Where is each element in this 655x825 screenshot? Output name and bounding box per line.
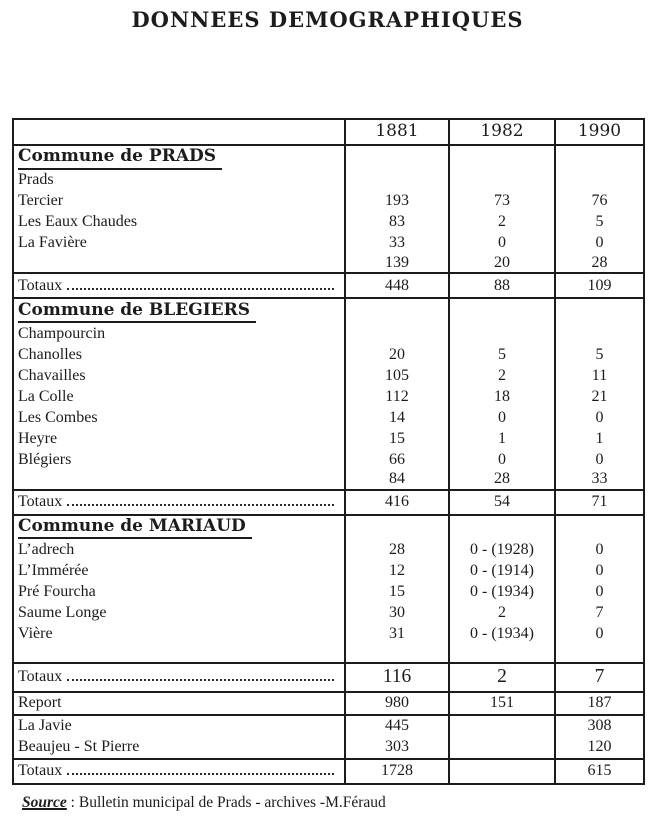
cell-1982 [449, 145, 555, 170]
cell-1881: 84 [345, 470, 449, 489]
row-label-text: La Javie [18, 717, 72, 735]
row-label [13, 365, 345, 386]
cell-1990: 76 [555, 191, 644, 212]
table-row [13, 645, 644, 663]
cell-1982 [449, 323, 555, 344]
row-label [13, 561, 345, 582]
table-row [13, 212, 644, 233]
row-label-text: La Colle [18, 387, 74, 405]
table-row [13, 759, 644, 784]
table-row [13, 540, 644, 561]
row-label-text: La Favière [18, 234, 87, 252]
row-label-text: Les Combes [18, 408, 98, 426]
cell-1990 [555, 323, 644, 344]
page-title: DONNEES DEMOGRAPHIQUES [131, 7, 524, 32]
cell-1990: 21 [555, 386, 644, 407]
cell-1881: 116 [345, 663, 449, 692]
row-label [13, 692, 345, 715]
row-label [13, 645, 345, 663]
cell-1982 [449, 515, 555, 540]
row-label [13, 212, 345, 233]
cell-1881: 14 [345, 407, 449, 428]
table-row [13, 624, 644, 645]
cell-1990: 187 [555, 692, 644, 715]
cell-1990: 11 [555, 365, 644, 386]
header-year-1982: 1982 [449, 119, 555, 145]
row-label [13, 449, 345, 470]
cell-1881: 12 [345, 561, 449, 582]
row-label-text: Champourcin [18, 324, 106, 342]
cell-1990 [555, 298, 644, 323]
row-label-text: Vière [18, 625, 53, 643]
cell-1881 [345, 323, 449, 344]
table-row [13, 582, 644, 603]
cell-1990: 0 [555, 624, 644, 645]
cell-1881: 303 [345, 737, 449, 759]
row-label [13, 603, 345, 624]
cell-1990: 0 [555, 540, 644, 561]
cell-1881: 980 [345, 692, 449, 715]
source-text: : Bulletin municipal de Prads - archives -M.Féraud [66, 794, 386, 811]
row-label [13, 191, 345, 212]
cell-1881: 30 [345, 603, 449, 624]
cell-1982 [449, 298, 555, 323]
cell-1881: 83 [345, 212, 449, 233]
row-label [13, 515, 345, 540]
row-label-text: Tercier [18, 192, 64, 210]
demographics-table [12, 118, 645, 785]
row-label [13, 254, 345, 273]
table-row [13, 603, 644, 624]
row-label [13, 170, 345, 191]
row-label [13, 145, 345, 170]
row-label-text: Chanolles [18, 345, 82, 363]
header-year-1990: 1990 [555, 119, 644, 145]
row-label-text: Commune de PRADS [18, 146, 222, 169]
cell-1881: 20 [345, 344, 449, 365]
row-label-text: Blégiers [18, 450, 72, 468]
cell-1990: 71 [555, 490, 644, 515]
cell-1881 [345, 515, 449, 540]
cell-1990: 0 [555, 582, 644, 603]
row-label [13, 344, 345, 365]
dot-leader [67, 679, 334, 681]
header-empty-cell [13, 119, 345, 145]
table-row [13, 428, 644, 449]
cell-1982 [449, 737, 555, 759]
cell-1881 [345, 145, 449, 170]
cell-1881: 416 [345, 490, 449, 515]
cell-1990 [555, 645, 644, 663]
row-label-text: Pré Fourcha [18, 583, 96, 601]
row-label-text: Totaux [18, 493, 63, 511]
cell-1881: 33 [345, 233, 449, 254]
row-label-text: Saume Longe [18, 604, 107, 622]
row-label [13, 624, 345, 645]
row-label-text: Les Eaux Chaudes [18, 213, 138, 231]
cell-1881: 1728 [345, 759, 449, 784]
cell-1990: 7 [555, 663, 644, 692]
cell-1982: 0 - (1934) [449, 624, 555, 645]
row-label [13, 470, 345, 489]
cell-1881: 28 [345, 540, 449, 561]
table-row [13, 233, 644, 254]
cell-1990: 0 [555, 449, 644, 470]
row-label [13, 407, 345, 428]
row-label-text: Chavailles [18, 366, 86, 384]
table-row [13, 737, 644, 759]
cell-1982 [449, 759, 555, 784]
row-label-text: L’Immérée [18, 562, 89, 580]
table-row [13, 386, 644, 407]
cell-1982: 0 [449, 449, 555, 470]
row-label-text: Commune de BLEGIERS [18, 300, 256, 323]
cell-1982: 2 [449, 663, 555, 692]
cell-1982: 18 [449, 386, 555, 407]
table-row [13, 692, 644, 715]
row-label [13, 428, 345, 449]
table-body [13, 145, 644, 784]
table-row [13, 715, 644, 737]
cell-1990: 33 [555, 470, 644, 489]
cell-1990: 308 [555, 715, 644, 737]
cell-1881: 445 [345, 715, 449, 737]
cell-1990: 28 [555, 254, 644, 273]
cell-1990: 5 [555, 344, 644, 365]
cell-1881: 193 [345, 191, 449, 212]
cell-1990: 7 [555, 603, 644, 624]
cell-1881: 31 [345, 624, 449, 645]
cell-1982: 73 [449, 191, 555, 212]
table-row [13, 407, 644, 428]
cell-1982: 5 [449, 344, 555, 365]
cell-1881: 15 [345, 582, 449, 603]
table-row [13, 145, 644, 170]
table-row [13, 470, 644, 489]
row-label-text: Heyre [18, 429, 58, 447]
table-header [13, 119, 644, 145]
row-label [13, 490, 345, 515]
cell-1982: 2 [449, 212, 555, 233]
table-row [13, 323, 644, 344]
row-label [13, 386, 345, 407]
row-label-text: Report [18, 694, 62, 712]
cell-1881: 66 [345, 449, 449, 470]
dot-leader [67, 288, 334, 290]
cell-1990: 0 [555, 233, 644, 254]
row-label-text: Totaux [18, 668, 63, 686]
cell-1990: 615 [555, 759, 644, 784]
cell-1881: 15 [345, 428, 449, 449]
dot-leader [67, 773, 334, 775]
header-row [13, 119, 644, 145]
row-label-text: L’adrech [18, 541, 75, 559]
row-label [13, 273, 345, 298]
cell-1990: 120 [555, 737, 644, 759]
cell-1881: 105 [345, 365, 449, 386]
cell-1881: 112 [345, 386, 449, 407]
row-label [13, 715, 345, 737]
cell-1881 [345, 170, 449, 191]
row-label [13, 323, 345, 344]
cell-1881: 448 [345, 273, 449, 298]
cell-1982: 0 - (1934) [449, 582, 555, 603]
table-row [13, 490, 644, 515]
cell-1990 [555, 170, 644, 191]
dot-leader [67, 504, 334, 506]
row-label-text: Totaux [18, 762, 63, 780]
table-row [13, 298, 644, 323]
cell-1982: 0 [449, 407, 555, 428]
cell-1982 [449, 715, 555, 737]
table-row [13, 273, 644, 298]
cell-1982: 1 [449, 428, 555, 449]
cell-1982: 0 - (1914) [449, 561, 555, 582]
row-label [13, 663, 345, 692]
table-row [13, 254, 644, 273]
row-label [13, 233, 345, 254]
table-row [13, 191, 644, 212]
cell-1982: 2 [449, 365, 555, 386]
cell-1881 [345, 645, 449, 663]
table-row [13, 561, 644, 582]
cell-1990 [555, 515, 644, 540]
cell-1990: 109 [555, 273, 644, 298]
cell-1990: 5 [555, 212, 644, 233]
row-label-text: Commune de MARIAUD [18, 516, 252, 539]
cell-1982: 2 [449, 603, 555, 624]
row-label [13, 298, 345, 323]
cell-1990: 0 [555, 561, 644, 582]
cell-1982: 88 [449, 273, 555, 298]
cell-1982: 20 [449, 254, 555, 273]
table-row [13, 663, 644, 692]
cell-1982: 151 [449, 692, 555, 715]
cell-1881 [345, 298, 449, 323]
cell-1982 [449, 645, 555, 663]
cell-1982 [449, 170, 555, 191]
cell-1982: 0 [449, 233, 555, 254]
cell-1990 [555, 145, 644, 170]
cell-1990: 0 [555, 407, 644, 428]
cell-1982: 28 [449, 470, 555, 489]
table-row [13, 365, 644, 386]
row-label [13, 737, 345, 759]
source-label: Source [22, 794, 67, 811]
cell-1982: 54 [449, 490, 555, 515]
table-row [13, 170, 644, 191]
table-row [13, 449, 644, 470]
row-label [13, 582, 345, 603]
header-year-1881: 1881 [345, 119, 449, 145]
source-line [22, 794, 386, 812]
cell-1990: 1 [555, 428, 644, 449]
row-label-text: Prads [18, 171, 54, 189]
row-label-text: Beaujeu - St Pierre [18, 738, 140, 756]
row-label-text: Totaux [18, 276, 63, 294]
table-row [13, 515, 644, 540]
cell-1982: 0 - (1928) [449, 540, 555, 561]
row-label [13, 759, 345, 784]
row-label [13, 540, 345, 561]
table-row [13, 344, 644, 365]
cell-1881: 139 [345, 254, 449, 273]
